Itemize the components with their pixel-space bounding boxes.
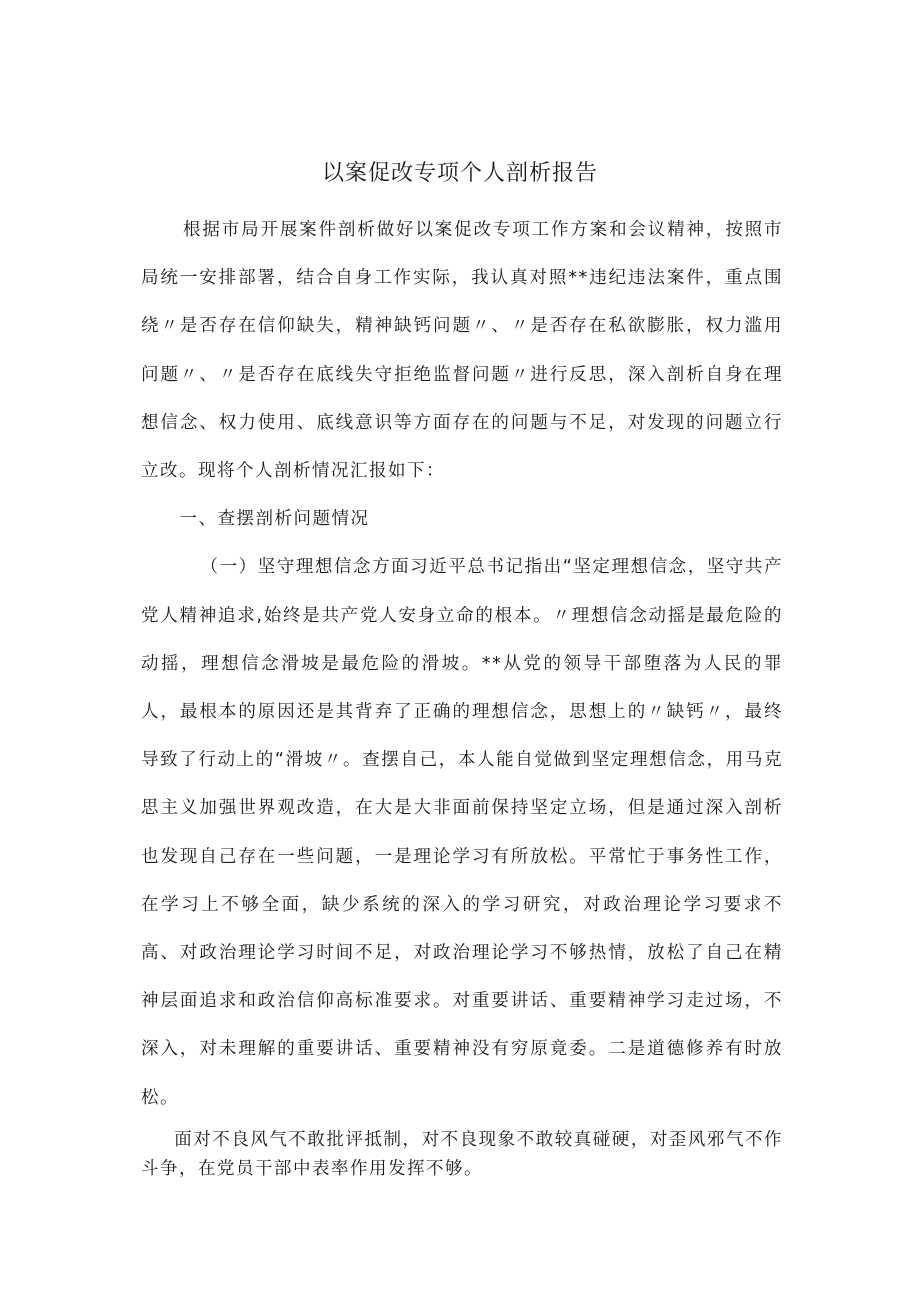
tail-paragraph: 面对不良风气不敢批评抵制，对不良现象不敢较真碰硬，对歪风邪气不作斗争，在党员干部中表率作用发挥不够。 — [141, 1129, 783, 1179]
subsection-paragraph: （一）坚守理想信念方面习近平总书记指出“坚定理想信念，坚守共产党人精神追求,始终是共产党人安身立命的根本。〃理想信念动摇是最危险的动摇，理想信念滑坡是最危险的滑坡。**从党的领导干部堕落为人民的罪人，最根本的原因还是其背弃了正确的理想信念，思想上的〃缺钙〃，最终导致了行动上的“滑坡〃。查摆自己，本人能自觉做到坚定理想信念，用马克思主义加强世界观改造，在大是大非面前保持坚定立场，但是通过深入剖析也发现自己存在一些问题，一是理论学习有所放松。平常忙于事务性工作，在学习上不够全面，缺少系统的深入的学习研究，对政治理论学习要求不高、对政治理论学习时间不足，对政治理论学习不够热情，放松了自己在精神层面追求和政治信仰高标准要求。对重要讲话、重要精神学习走过场，不深入，对未理解的重要讲话、重要精神没有穷原竟委。二是道德修养有时放松。 — [141, 557, 783, 1108]
section-heading: 一、查摆剖析问题情况 — [179, 509, 370, 530]
document-title: 以案促改专项个人剖析报告 — [321, 161, 598, 186]
intro-paragraph: 根据市局开展案件剖析做好以案促改专项工作方案和会议精神，按照市局统一安排部署，结合自身工作实际，我认真对照**违纪违法案件，重点围绕〃是否存在信仰缺失，精神缺钙问题〃、〃是否存在私欲膨胀，权力滥用问题〃、〃是否存在底线失守拒绝监督问题〃进行反思，深入剖析自身在理想信念、权力使用、底线意识等方面存在的问题与不足，对发现的问题立行立改。现将个人剖析情况汇报如下： — [141, 220, 783, 482]
document-body — [141, 206, 783, 1184]
